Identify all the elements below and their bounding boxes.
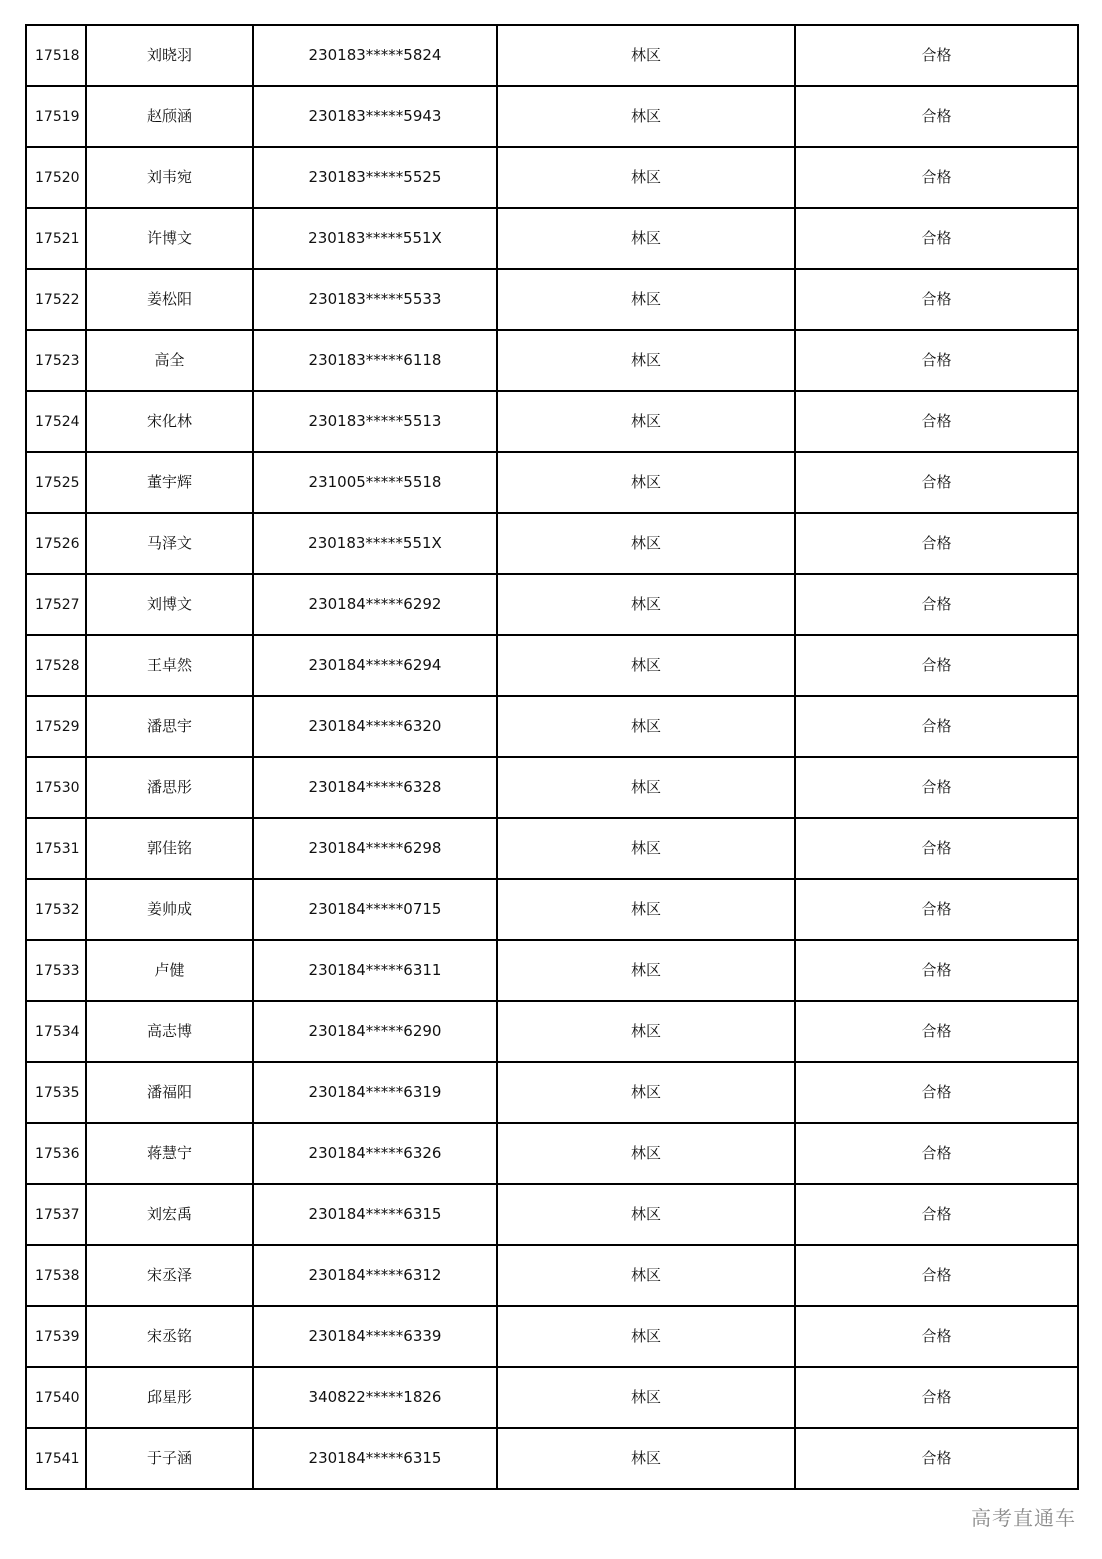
sequence-cell: 17522 [26, 269, 86, 330]
sequence-cell: 17539 [26, 1306, 86, 1367]
sequence-cell: 17523 [26, 330, 86, 391]
result-cell: 合格 [795, 879, 1078, 940]
sequence-cell: 17541 [26, 1428, 86, 1489]
table-row [26, 879, 1078, 940]
id-number-cell: 230183*****5824 [253, 25, 497, 86]
name-cell: 宋丞铭 [86, 1306, 253, 1367]
result-cell: 合格 [795, 940, 1078, 1001]
id-number-cell: 230183*****5943 [253, 86, 497, 147]
roster-table [25, 24, 1079, 1490]
sequence-cell: 17529 [26, 696, 86, 757]
result-cell: 合格 [795, 208, 1078, 269]
name-cell: 高全 [86, 330, 253, 391]
name-cell: 高志博 [86, 1001, 253, 1062]
sequence-cell: 17528 [26, 635, 86, 696]
id-number-cell: 230184*****6312 [253, 1245, 497, 1306]
id-number-cell: 230184*****6320 [253, 696, 497, 757]
result-cell: 合格 [795, 757, 1078, 818]
sequence-cell: 17537 [26, 1184, 86, 1245]
id-number-cell: 230183*****5513 [253, 391, 497, 452]
area-cell: 林区 [497, 1184, 795, 1245]
table-row [26, 574, 1078, 635]
sequence-cell: 17534 [26, 1001, 86, 1062]
sequence-cell: 17540 [26, 1367, 86, 1428]
table-row [26, 696, 1078, 757]
id-number-cell: 230184*****6311 [253, 940, 497, 1001]
area-cell: 林区 [497, 574, 795, 635]
watermark-text: 高考直通车 [971, 1506, 1076, 1530]
table-row [26, 1184, 1078, 1245]
sequence-cell: 17536 [26, 1123, 86, 1184]
area-cell: 林区 [497, 208, 795, 269]
area-cell: 林区 [497, 147, 795, 208]
result-cell: 合格 [795, 452, 1078, 513]
result-cell: 合格 [795, 1123, 1078, 1184]
name-cell: 刘晓羽 [86, 25, 253, 86]
table-row [26, 757, 1078, 818]
name-cell: 宋化林 [86, 391, 253, 452]
name-cell: 刘博文 [86, 574, 253, 635]
result-cell: 合格 [795, 1001, 1078, 1062]
table-row [26, 1367, 1078, 1428]
name-cell: 邱星彤 [86, 1367, 253, 1428]
table-row [26, 1428, 1078, 1489]
area-cell: 林区 [497, 1367, 795, 1428]
area-cell: 林区 [497, 879, 795, 940]
result-cell: 合格 [795, 330, 1078, 391]
result-cell: 合格 [795, 635, 1078, 696]
table-row [26, 1001, 1078, 1062]
area-cell: 林区 [497, 513, 795, 574]
sequence-cell: 17519 [26, 86, 86, 147]
result-cell: 合格 [795, 86, 1078, 147]
area-cell: 林区 [497, 696, 795, 757]
area-cell: 林区 [497, 391, 795, 452]
area-cell: 林区 [497, 1123, 795, 1184]
sequence-cell: 17533 [26, 940, 86, 1001]
sequence-cell: 17527 [26, 574, 86, 635]
id-number-cell: 230183*****5533 [253, 269, 497, 330]
sequence-cell: 17531 [26, 818, 86, 879]
name-cell: 潘思宇 [86, 696, 253, 757]
result-cell: 合格 [795, 269, 1078, 330]
name-cell: 蒋慧宁 [86, 1123, 253, 1184]
area-cell: 林区 [497, 818, 795, 879]
sequence-cell: 17526 [26, 513, 86, 574]
sequence-cell: 17530 [26, 757, 86, 818]
sequence-cell: 17538 [26, 1245, 86, 1306]
result-cell: 合格 [795, 1184, 1078, 1245]
area-cell: 林区 [497, 1306, 795, 1367]
table-row [26, 391, 1078, 452]
id-number-cell: 230184*****6298 [253, 818, 497, 879]
name-cell: 潘福阳 [86, 1062, 253, 1123]
id-number-cell: 230184*****6319 [253, 1062, 497, 1123]
result-cell: 合格 [795, 25, 1078, 86]
area-cell: 林区 [497, 1001, 795, 1062]
area-cell: 林区 [497, 86, 795, 147]
area-cell: 林区 [497, 269, 795, 330]
table-row [26, 25, 1078, 86]
table-row [26, 330, 1078, 391]
id-number-cell: 230183*****551X [253, 208, 497, 269]
name-cell: 潘思彤 [86, 757, 253, 818]
area-cell: 林区 [497, 940, 795, 1001]
name-cell: 赵颀涵 [86, 86, 253, 147]
id-number-cell: 230183*****6118 [253, 330, 497, 391]
area-cell: 林区 [497, 1428, 795, 1489]
area-cell: 林区 [497, 25, 795, 86]
table-row [26, 452, 1078, 513]
result-cell: 合格 [795, 1062, 1078, 1123]
id-number-cell: 230184*****6328 [253, 757, 497, 818]
area-cell: 林区 [497, 1245, 795, 1306]
id-number-cell: 231005*****5518 [253, 452, 497, 513]
name-cell: 宋丞泽 [86, 1245, 253, 1306]
id-number-cell: 230184*****6339 [253, 1306, 497, 1367]
name-cell: 许博文 [86, 208, 253, 269]
table-row [26, 269, 1078, 330]
table-row [26, 86, 1078, 147]
table-row [26, 1062, 1078, 1123]
result-cell: 合格 [795, 574, 1078, 635]
table-row [26, 940, 1078, 1001]
name-cell: 马泽文 [86, 513, 253, 574]
sequence-cell: 17524 [26, 391, 86, 452]
name-cell: 刘宏禹 [86, 1184, 253, 1245]
result-cell: 合格 [795, 1306, 1078, 1367]
id-number-cell: 230184*****6294 [253, 635, 497, 696]
table-row [26, 513, 1078, 574]
table-row [26, 208, 1078, 269]
area-cell: 林区 [497, 330, 795, 391]
sequence-cell: 17521 [26, 208, 86, 269]
sequence-cell: 17525 [26, 452, 86, 513]
name-cell: 王卓然 [86, 635, 253, 696]
id-number-cell: 230184*****6315 [253, 1428, 497, 1489]
table-row [26, 147, 1078, 208]
name-cell: 姜松阳 [86, 269, 253, 330]
result-cell: 合格 [795, 1245, 1078, 1306]
name-cell: 董宇辉 [86, 452, 253, 513]
result-cell: 合格 [795, 818, 1078, 879]
id-number-cell: 230184*****6326 [253, 1123, 497, 1184]
sequence-cell: 17520 [26, 147, 86, 208]
result-cell: 合格 [795, 1367, 1078, 1428]
sequence-cell: 17532 [26, 879, 86, 940]
table-row [26, 1123, 1078, 1184]
id-number-cell: 230183*****5525 [253, 147, 497, 208]
result-cell: 合格 [795, 696, 1078, 757]
sequence-cell: 17518 [26, 25, 86, 86]
name-cell: 于子涵 [86, 1428, 253, 1489]
table-row [26, 1245, 1078, 1306]
result-cell: 合格 [795, 1428, 1078, 1489]
name-cell: 姜帅成 [86, 879, 253, 940]
area-cell: 林区 [497, 1062, 795, 1123]
id-number-cell: 230184*****0715 [253, 879, 497, 940]
name-cell: 卢健 [86, 940, 253, 1001]
table-row [26, 818, 1078, 879]
roster-table-body [26, 25, 1078, 1489]
result-cell: 合格 [795, 147, 1078, 208]
table-row [26, 635, 1078, 696]
result-cell: 合格 [795, 513, 1078, 574]
id-number-cell: 230183*****551X [253, 513, 497, 574]
table-row [26, 1306, 1078, 1367]
area-cell: 林区 [497, 452, 795, 513]
id-number-cell: 230184*****6290 [253, 1001, 497, 1062]
sequence-cell: 17535 [26, 1062, 86, 1123]
area-cell: 林区 [497, 635, 795, 696]
id-number-cell: 340822*****1826 [253, 1367, 497, 1428]
area-cell: 林区 [497, 757, 795, 818]
id-number-cell: 230184*****6315 [253, 1184, 497, 1245]
id-number-cell: 230184*****6292 [253, 574, 497, 635]
name-cell: 郭佳铭 [86, 818, 253, 879]
name-cell: 刘韦宛 [86, 147, 253, 208]
result-cell: 合格 [795, 391, 1078, 452]
